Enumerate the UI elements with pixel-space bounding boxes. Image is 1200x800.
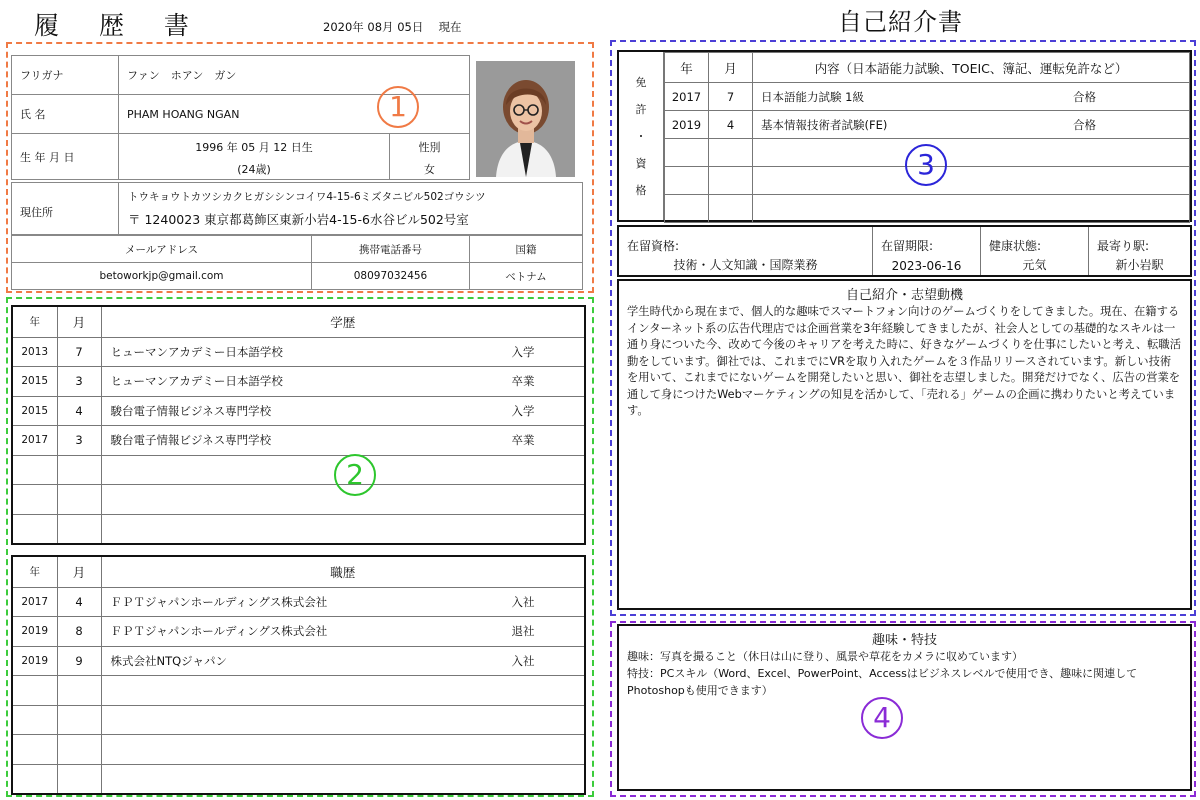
work-entry [101, 587, 585, 617]
education-month: 3 [57, 367, 101, 397]
education-status: 入学 [511, 344, 535, 359]
work-status: 入社 [511, 594, 535, 609]
education-year: 2015 [12, 367, 57, 397]
license-content-header: 内容（日本語能力試験、TOEIC、簿記、運転免許など） [753, 53, 1190, 83]
birth-row [12, 134, 470, 160]
profile-photo [476, 61, 575, 177]
birth-label: 生 年 月 日 [12, 134, 119, 180]
work-entry [101, 646, 585, 676]
health-label: 健康状態: [989, 239, 1042, 253]
name-value: PHAM HOANG NGAN [119, 95, 470, 134]
email-value: betoworkjp@gmail.com [12, 263, 312, 290]
empty-row [12, 676, 585, 706]
empty-row [665, 195, 1190, 223]
table-row [12, 646, 585, 676]
annotation-3: 3 [905, 144, 947, 186]
health-cell [981, 227, 1089, 275]
license-month-header: 月 [709, 53, 753, 83]
self-pr-section [617, 279, 1192, 610]
resume-title: 履 歴 書 [34, 11, 205, 40]
education-status: 入学 [511, 403, 535, 418]
annotation-4: 4 [861, 697, 903, 739]
license-name: 基本情報技術者試験(FE) [761, 117, 888, 132]
license-side-char: ・ [635, 129, 647, 143]
station-cell [1089, 227, 1190, 275]
work-year: 2017 [12, 587, 57, 617]
license-entry [753, 83, 1190, 111]
contact-header-row [12, 236, 583, 263]
education-year: 2013 [12, 337, 57, 367]
furigana-label: フリガナ [12, 56, 119, 95]
email-label: メールアドレス [12, 236, 312, 263]
work-table [11, 555, 586, 795]
contact-table [11, 235, 583, 290]
license-year: 2017 [665, 83, 709, 111]
work-status: 退社 [511, 624, 535, 639]
date-value: 2020年 08月 05日 [323, 20, 424, 34]
self-pr-text: 学生時代から現在まで、個人的な趣味でスマートフォン向けのゲームづくりをしてきました。現在、在籍するインターネット系の広告代理店では企画営業を3年経験してきましたが、社会人としての基礎的なスキルは一通り身についた今、改めて今後のキャリアを考えた時に、好きなゲームづくりを仕事にしたいと考え、転職活動をしています。御社では、これまでにVRを取り入れたゲームを３作品リリースされています。新しい技術を用いて、これまでにないゲームを開発したいと思い、御社を志望しました。開発だけでなく、広告の営業を通して身につけたWebマーケティングの知見を活かして、「売れる」ゲームの企画に携わりたいと考えています。 [627, 305, 1182, 417]
license-result: 合格 [1073, 117, 1096, 132]
table-row [665, 111, 1190, 139]
empty-row [12, 705, 585, 735]
education-status: 卒業 [511, 433, 535, 448]
table-row [12, 367, 585, 397]
company-name: 株式会社NTQジャパン [110, 653, 227, 668]
education-header [12, 306, 585, 337]
license-year: 2019 [665, 111, 709, 139]
work-month-header: 月 [57, 556, 101, 587]
education-year: 2017 [12, 426, 57, 456]
school-name: ヒューマンアカデミー日本語学校 [110, 374, 283, 389]
license-side-char: 免 [635, 75, 647, 89]
school-name: 駿台電子情報ビジネス専門学校 [110, 403, 272, 418]
visa-value: 技術・人文知識・国際業務 [673, 258, 818, 272]
hobby-title: 趣味・特技 [871, 633, 937, 648]
education-month: 3 [57, 426, 101, 456]
contact-value-row [12, 263, 583, 290]
company-name: ＦＰＴジャパンホールディングス株式会社 [110, 624, 328, 639]
license-month: 4 [709, 111, 753, 139]
work-content-header: 職歴 [101, 556, 585, 587]
annotation-2: 2 [334, 454, 376, 496]
education-entry [101, 337, 585, 367]
station-value: 新小岩駅 [1115, 258, 1164, 272]
empty-row [12, 455, 585, 485]
work-year: 2019 [12, 646, 57, 676]
empty-row [12, 735, 585, 765]
date-suffix: 現在 [438, 20, 462, 34]
education-year: 2015 [12, 396, 57, 426]
gender-value: 女 [390, 160, 470, 180]
work-month: 8 [57, 617, 101, 647]
health-value: 元気 [1022, 258, 1047, 272]
license-entry [753, 111, 1190, 139]
nationality-label: 国籍 [470, 236, 583, 263]
work-entry [101, 617, 585, 647]
work-month: 4 [57, 587, 101, 617]
education-table [11, 305, 586, 545]
license-side-label [619, 52, 664, 220]
visa-label: 在留資格: [627, 239, 680, 253]
table-row [665, 83, 1190, 111]
expiry-value: 2023-06-16 [891, 259, 962, 273]
work-status: 入社 [511, 653, 535, 668]
table-row [12, 337, 585, 367]
work-header [12, 556, 585, 587]
table-row [12, 396, 585, 426]
education-entry [101, 367, 585, 397]
empty-row [12, 485, 585, 515]
license-grid [664, 52, 1190, 223]
expiry-label: 在留期限: [881, 239, 934, 253]
document-date [323, 19, 462, 35]
visa-cell [619, 227, 873, 275]
hobby-text: 趣味：写真を撮ること（休日は山に登り、風景や草花をカメラに収めています） [627, 650, 1023, 663]
expiry-cell [873, 227, 981, 275]
table-row [12, 617, 585, 647]
station-label: 最寄り駅: [1097, 239, 1150, 253]
work-month: 9 [57, 646, 101, 676]
education-content-header: 学歴 [101, 306, 585, 337]
residence-status-row [617, 225, 1192, 277]
education-year-header: 年 [12, 306, 57, 337]
education-month-header: 月 [57, 306, 101, 337]
education-month: 4 [57, 396, 101, 426]
education-entry [101, 426, 585, 456]
license-side-char: 許 [635, 102, 647, 116]
empty-row [12, 764, 585, 794]
license-side-char: 資 [635, 156, 647, 170]
education-entry [101, 396, 585, 426]
gender-label: 性別 [390, 134, 470, 160]
license-year-header: 年 [665, 53, 709, 83]
age-value: (24歳) [119, 160, 390, 180]
license-result: 合格 [1073, 89, 1096, 104]
self-pr-title: 自己紹介・志望動機 [845, 288, 963, 303]
education-status: 卒業 [511, 374, 535, 389]
phone-value: 08097032456 [312, 263, 470, 290]
work-year-header: 年 [12, 556, 57, 587]
address-block [11, 182, 583, 235]
table-row [12, 587, 585, 617]
company-name: ＦＰＴジャパンホールディングス株式会社 [110, 594, 328, 609]
education-month: 7 [57, 337, 101, 367]
phone-label: 携帯電話番号 [312, 236, 470, 263]
license-side-char: 格 [635, 183, 647, 197]
table-row [12, 426, 585, 456]
skill-text: 特技：PCスキル（Word、Excel、PowerPoint、Accessはビジネスレベルで使用でき、趣味に関連してPhotoshopも使用できます） [627, 667, 1138, 697]
license-header [665, 53, 1190, 83]
portrait-image [476, 61, 575, 177]
license-month: 7 [709, 83, 753, 111]
address-divider [118, 183, 119, 234]
work-year: 2019 [12, 617, 57, 647]
school-name: ヒューマンアカデミー日本語学校 [110, 344, 283, 359]
address-value: 〒 1240023 東京都葛飾区東新小岩4-15-6水谷ビル502号室 [128, 212, 469, 227]
furigana-value: ファン ホアン ガン [119, 56, 470, 95]
license-name: 日本語能力試験 1級 [761, 89, 864, 104]
birth-value: 1996 年 05 月 12 日生 [119, 134, 390, 160]
school-name: 駿台電子情報ビジネス専門学校 [110, 433, 272, 448]
license-table [617, 50, 1192, 222]
self-intro-title: 自己紹介書 [838, 8, 963, 36]
name-label: 氏 名 [12, 95, 119, 134]
address-kana: トウキョウトカツシカクヒガシシンコイワ4-15-6ミズタニビル502ゴウシツ [128, 191, 486, 203]
nationality-value: ベトナム [470, 263, 583, 290]
address-label: 現住所 [20, 206, 53, 219]
empty-row [12, 514, 585, 544]
hobby-section [617, 624, 1192, 791]
annotation-1: 1 [377, 86, 419, 128]
